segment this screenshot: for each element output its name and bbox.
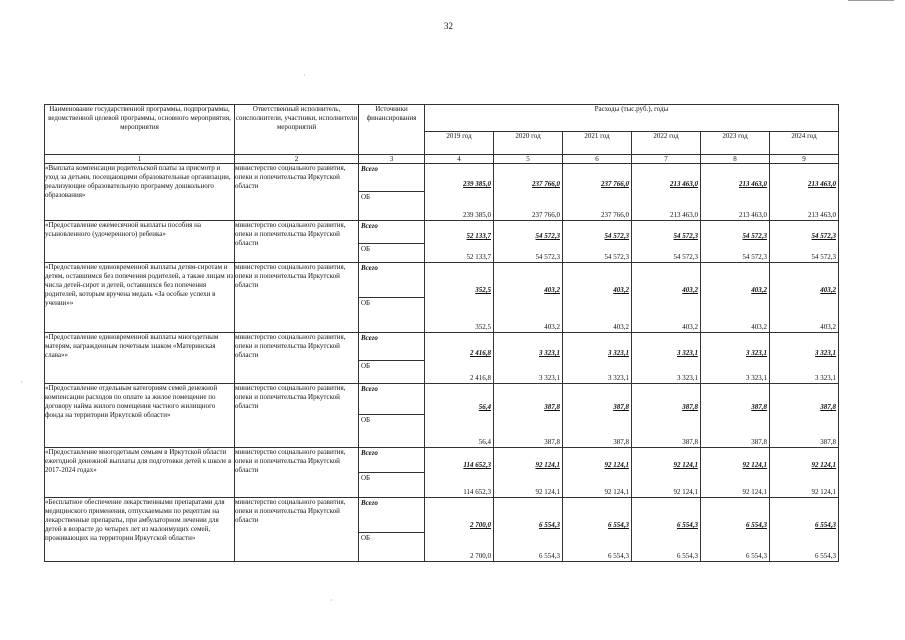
amount-total: 403,2 (544, 286, 560, 294)
program-executor: министерство социального развития, опеки и попечительства Иркутской области (235, 384, 359, 448)
amount-ob: 403,2 (544, 323, 560, 331)
amount-total: 2 416,8 (470, 349, 491, 357)
amount-ob: 3 323,1 (539, 374, 560, 382)
amount-ob: 92 124,1 (811, 488, 837, 496)
amount-ob: 54 572,3 (604, 253, 629, 261)
header-expenses: Расходы (тыс.руб.), годы (425, 105, 839, 132)
year-amount-cell (701, 448, 770, 498)
header-source: Источники финансирования (359, 105, 425, 155)
scan-speck: · (330, 596, 333, 605)
amount-total: 54 572,3 (604, 232, 629, 240)
year-amount-cell (563, 498, 632, 562)
amount-total: 403,2 (682, 286, 698, 294)
amount-ob: 237 766,0 (601, 211, 629, 219)
source-ob-label: ОБ (359, 472, 424, 484)
column-number: 5 (494, 155, 563, 164)
amount-ob: 387,8 (613, 438, 629, 446)
program-name: «Предоставление ежемесячной выплаты пособия на усыновленного (удочеренного) ребенка» (45, 221, 235, 263)
program-row (45, 164, 839, 221)
program-name: «Предоставление отдельным категориям семей денежной компенсации расходов по оплате за жилое помещение по договору найма жилого помещения частного жилищного фонда на территории Иркутской области» (45, 384, 235, 448)
amount-total: 237 766,0 (601, 180, 629, 188)
year-amount-cell (632, 221, 701, 263)
program-row (45, 263, 839, 333)
program-name: «Предоставление многодетным семьям в Иркутской области ежегодной денежной выплаты для подготовки детей к школе в 2017-2024 годах» (45, 448, 235, 498)
column-number: 8 (701, 155, 770, 164)
amount-total: 54 572,3 (742, 232, 767, 240)
year-amount-cell (770, 221, 839, 263)
amount-total: 114 652,3 (463, 461, 491, 469)
column-number: 3 (359, 155, 425, 164)
program-executor: министерство социального развития, опеки и попечительства Иркутской области (235, 164, 359, 221)
year-amount-cell (770, 333, 839, 384)
year-amount-cell (494, 164, 563, 221)
year-amount-cell (701, 164, 770, 221)
amount-ob: 213 463,0 (670, 211, 698, 219)
year-amount-cell (701, 333, 770, 384)
amount-total: 54 572,3 (673, 232, 698, 240)
amount-ob: 239 385,0 (463, 211, 491, 219)
year-amount-cell (632, 333, 701, 384)
year-amount-cell (632, 164, 701, 221)
program-row (45, 448, 839, 498)
program-executor: министерство социального развития, опеки и попечительства Иркутской области (235, 263, 359, 333)
amount-ob: 54 572,3 (673, 253, 698, 261)
year-amount-cell (425, 448, 494, 498)
amount-total: 92 124,1 (673, 461, 698, 469)
amount-total: 6 554,3 (677, 521, 698, 529)
year-amount-cell (632, 263, 701, 333)
amount-ob: 3 323,1 (815, 374, 837, 382)
year-amount-cell (770, 164, 839, 221)
amount-ob: 213 463,0 (808, 211, 837, 219)
program-name: «Бесплатное обеспечение лекарственными препаратами для медицинского применения, отпускаемыми по рецептам на лекарственные препараты, при амбулаторном лечении для детей в возрасте до четырех лет из малоимущих семей, проживающих на территории Иркутской области» (45, 498, 235, 562)
column-number: 7 (632, 155, 701, 164)
amount-total: 3 323,1 (815, 349, 837, 357)
amount-total: 387,8 (751, 403, 767, 411)
source-total-label: Всего (361, 449, 378, 457)
amount-ob: 3 323,1 (677, 374, 698, 382)
header-year: 2023 год (701, 132, 770, 155)
amount-total: 213 463,0 (739, 180, 767, 188)
amount-ob: 213 463,0 (739, 211, 767, 219)
amount-ob: 52 133,7 (466, 253, 491, 261)
amount-ob: 6 554,3 (815, 552, 837, 560)
amount-total: 352,5 (475, 286, 491, 294)
program-executor: министерство социального развития, опеки и попечительства Иркутской области (235, 448, 359, 498)
amount-ob: 2 700,0 (470, 552, 491, 560)
amount-total: 92 124,1 (811, 461, 837, 469)
scan-speck: · (20, 378, 23, 387)
year-amount-cell (494, 448, 563, 498)
amount-total: 387,8 (613, 403, 629, 411)
amount-ob: 114 652,3 (463, 488, 491, 496)
source-total-label: Всего (361, 165, 378, 173)
amount-total: 92 124,1 (604, 461, 629, 469)
year-amount-cell (701, 263, 770, 333)
year-amount-cell (563, 448, 632, 498)
amount-ob: 3 323,1 (608, 374, 629, 382)
funding-source (359, 164, 425, 221)
source-ob-label: ОБ (359, 243, 424, 255)
funding-source (359, 333, 425, 384)
year-amount-cell (563, 333, 632, 384)
amount-ob: 387,8 (820, 438, 837, 446)
amount-total: 92 124,1 (535, 461, 560, 469)
amount-total: 6 554,3 (608, 521, 629, 529)
year-amount-cell (632, 448, 701, 498)
year-amount-cell (701, 498, 770, 562)
source-ob-label: ОБ (359, 297, 424, 309)
source-total-label: Всего (361, 264, 378, 272)
header-name: Наименование государственной программы, подпрограммы, ведомственной целевой программы, основного мероприятия, мероприятия (45, 105, 235, 155)
year-amount-cell (701, 384, 770, 448)
source-ob-label: ОБ (359, 532, 424, 544)
year-amount-cell (494, 384, 563, 448)
funding-source (359, 448, 425, 498)
amount-ob: 237 766,0 (532, 211, 560, 219)
amount-ob: 387,8 (682, 438, 698, 446)
amount-ob: 92 124,1 (673, 488, 698, 496)
source-ob-label: ОБ (359, 360, 424, 372)
header-year: 2024 год (770, 132, 839, 155)
scan-speck: · (303, 71, 306, 80)
program-name: «Предоставление единовременной выплаты многодетным матерям, награжденным почетным знаком «Материнская слава»» (45, 333, 235, 384)
program-row (45, 498, 839, 562)
column-number: 4 (425, 155, 494, 164)
amount-total: 52 133,7 (466, 232, 491, 240)
amount-total: 239 385,0 (463, 180, 491, 188)
year-amount-cell (425, 263, 494, 333)
amount-total: 213 463,0 (808, 180, 837, 188)
amount-total: 403,2 (820, 286, 837, 294)
amount-ob: 352,5 (475, 323, 491, 331)
amount-ob: 387,8 (544, 438, 560, 446)
source-total-label: Всего (361, 334, 378, 342)
amount-ob: 6 554,3 (677, 552, 698, 560)
amount-total: 2 700,0 (470, 521, 491, 529)
year-amount-cell (563, 263, 632, 333)
amount-total: 92 124,1 (742, 461, 767, 469)
amount-ob: 2 416,8 (470, 374, 491, 382)
header-year: 2020 год (494, 132, 563, 155)
amount-total: 54 572,3 (535, 232, 560, 240)
year-amount-cell (770, 384, 839, 448)
amount-total: 403,2 (751, 286, 767, 294)
amount-ob: 387,8 (751, 438, 767, 446)
year-amount-cell (770, 263, 839, 333)
year-amount-cell (563, 164, 632, 221)
amount-ob: 92 124,1 (535, 488, 560, 496)
source-ob-label: ОБ (359, 191, 424, 203)
amount-total: 6 554,3 (815, 521, 837, 529)
year-amount-cell (632, 384, 701, 448)
year-amount-cell (563, 221, 632, 263)
amount-ob: 403,2 (613, 323, 629, 331)
year-amount-cell (425, 498, 494, 562)
year-amount-cell (425, 333, 494, 384)
year-amount-cell (494, 263, 563, 333)
amount-total: 237 766,0 (532, 180, 560, 188)
amount-ob: 403,2 (682, 323, 698, 331)
amount-total: 6 554,3 (539, 521, 560, 529)
program-row (45, 221, 839, 263)
program-name: «Выплата компенсации родительской платы за присмотр и уход за детьми, посещающими образовательные организации, реализующие образовательную программу дошкольного образования» (45, 164, 235, 221)
amount-total: 3 323,1 (677, 349, 698, 357)
column-number: 2 (235, 155, 359, 164)
amount-total: 54 572,3 (811, 232, 837, 240)
year-amount-cell (425, 164, 494, 221)
header-executor: Ответственный исполнитель, соисполнители, участники, исполнители мероприятий (235, 105, 359, 155)
source-ob-label: ОБ (359, 414, 424, 426)
amount-ob: 403,2 (820, 323, 837, 331)
amount-ob: 6 554,3 (608, 552, 629, 560)
year-amount-cell (494, 333, 563, 384)
page-number: 32 (444, 21, 453, 31)
column-number: 1 (45, 155, 235, 164)
program-name: «Предоставление единовременной выплаты детям-сиротам и детям, оставшимся без попечения родителей, а также лицам из числа детей-сирот и детей, оставшихся без попечения родителей, которым вручена медаль «За особые успехи в учении»» (45, 263, 235, 333)
header-year: 2021 год (563, 132, 632, 155)
source-total-label: Всего (361, 222, 378, 230)
amount-total: 403,2 (613, 286, 629, 294)
year-amount-cell (563, 384, 632, 448)
year-amount-cell (425, 384, 494, 448)
header-year: 2022 год (632, 132, 701, 155)
source-total-label: Всего (361, 499, 378, 507)
amount-ob: 403,2 (751, 323, 767, 331)
program-executor: министерство социального развития, опеки и попечительства Иркутской области (235, 333, 359, 384)
amount-ob: 54 572,3 (811, 253, 837, 261)
top-edge-line (848, 0, 894, 1)
amount-ob: 54 572,3 (742, 253, 767, 261)
year-amount-cell (494, 221, 563, 263)
amount-ob: 56,4 (478, 438, 491, 446)
column-number: 6 (563, 155, 632, 164)
amount-total: 387,8 (820, 403, 837, 411)
amount-total: 213 463,0 (670, 180, 698, 188)
amount-ob: 3 323,1 (746, 374, 767, 382)
amount-total: 3 323,1 (539, 349, 560, 357)
year-amount-cell (494, 498, 563, 562)
amount-ob: 54 572,3 (535, 253, 560, 261)
program-executor: министерство социального развития, опеки и попечительства Иркутской области (235, 221, 359, 263)
amount-total: 6 554,3 (746, 521, 767, 529)
year-amount-cell (701, 221, 770, 263)
amount-ob: 6 554,3 (746, 552, 767, 560)
funding-source (359, 263, 425, 333)
program-row (45, 333, 839, 384)
year-amount-cell (425, 221, 494, 263)
program-executor: министерство социального развития, опеки и попечительства Иркутской области (235, 498, 359, 562)
amount-total: 387,8 (544, 403, 560, 411)
amount-total: 56,4 (478, 403, 491, 411)
amount-ob: 6 554,3 (539, 552, 560, 560)
year-amount-cell (770, 498, 839, 562)
amount-ob: 92 124,1 (604, 488, 629, 496)
header-year: 2019 год (425, 132, 494, 155)
funding-source (359, 498, 425, 562)
year-amount-cell (632, 498, 701, 562)
source-total-label: Всего (361, 385, 378, 393)
column-number: 9 (770, 155, 839, 164)
amount-total: 3 323,1 (608, 349, 629, 357)
funding-source (359, 384, 425, 448)
amount-total: 387,8 (682, 403, 698, 411)
amount-total: 3 323,1 (746, 349, 767, 357)
funding-source (359, 221, 425, 263)
program-row (45, 384, 839, 448)
year-amount-cell (770, 448, 839, 498)
budget-table (44, 104, 839, 562)
amount-ob: 92 124,1 (742, 488, 767, 496)
